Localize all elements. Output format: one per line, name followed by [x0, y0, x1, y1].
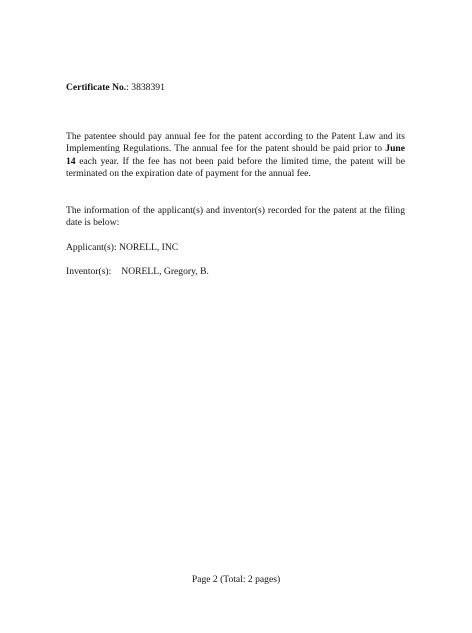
inventor-label: Inventor(s):: [66, 266, 112, 277]
certificate-label: Certificate No.: [66, 82, 127, 93]
page-footer: Page 2 (Total: 2 pages): [191, 574, 281, 585]
annual-fee-text-before: The patentee should pay annual fee for the patent according to the Patent Law and its Implementing Regulations. The annual fee for the patent should be paid prior to: [66, 131, 405, 155]
annual-fee-due-date: June 14: [66, 143, 405, 167]
recorded-information-paragraph: The information of the applicant(s) and inventor(s) recorded for the patent at the filing date is below:: [66, 205, 405, 229]
annual-fee-paragraph: [66, 131, 405, 180]
certificate-number-line: [66, 82, 165, 94]
certificate-separator: :: [126, 82, 129, 93]
applicant-line: [66, 242, 178, 254]
applicant-label: Applicant(s):: [66, 242, 117, 253]
applicant-value: NORELL, INC: [119, 242, 179, 253]
annual-fee-text-after: each year. If the fee has not been paid before the limited time, the patent will be terminated on the expiration date of payment for the annual fee.: [66, 155, 405, 179]
certificate-number: 3838391: [131, 82, 165, 93]
inventor-line: [66, 266, 209, 278]
inventor-value: NORELL, Gregory, B.: [121, 266, 209, 277]
